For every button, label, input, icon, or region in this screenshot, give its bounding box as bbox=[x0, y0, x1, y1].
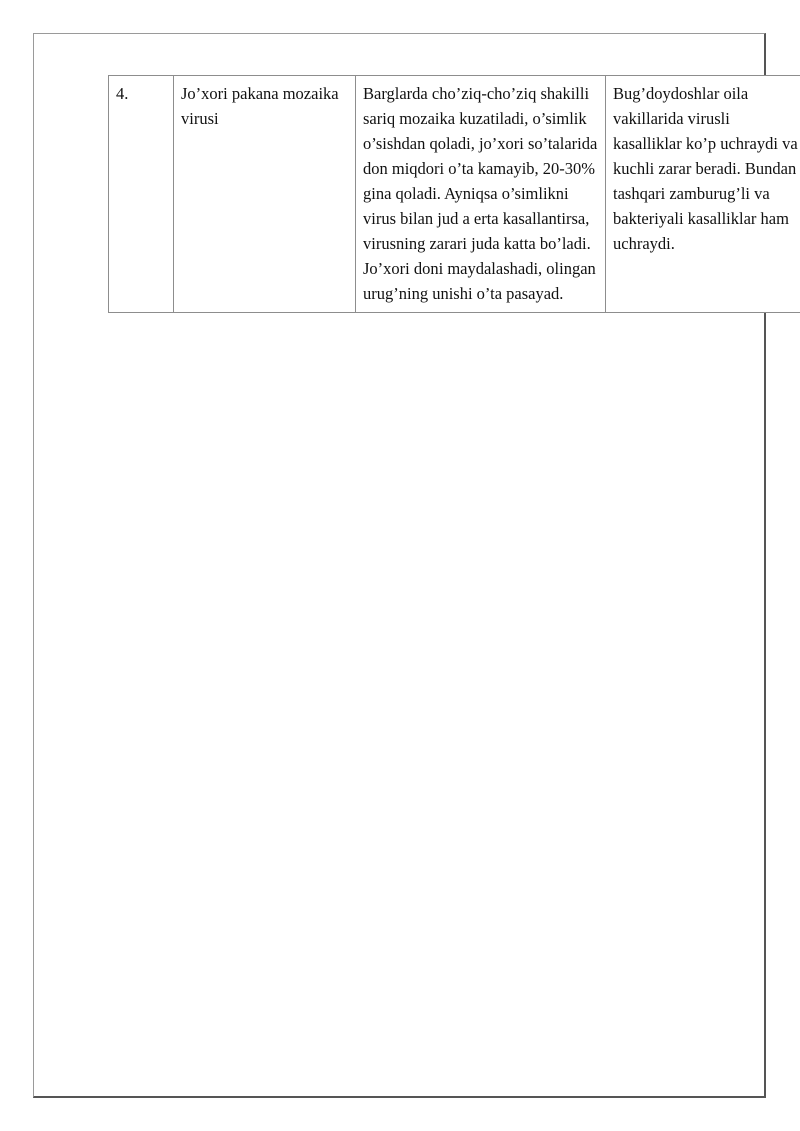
virus-name-text: Jo’xori pakana mozaika virusi bbox=[181, 84, 339, 128]
row-number-text: 4. bbox=[116, 84, 129, 103]
table-cell-symptoms bbox=[356, 76, 606, 313]
table-row bbox=[109, 76, 800, 313]
host-notes-text: Bug’doydoshlar oila vakillarida virusli kasalliklar ko’p uchraydi va kuchli zarar beradi. Bundan tashqari zamburug’li va bakteriyali kasalliklar ham uchraydi. bbox=[613, 84, 798, 253]
document-page bbox=[33, 33, 798, 1098]
table-cell-virus-name bbox=[174, 76, 356, 313]
table-cell-row-number bbox=[109, 76, 174, 313]
table-body bbox=[109, 76, 800, 313]
virus-disease-table bbox=[108, 75, 800, 313]
table-cell-host-notes bbox=[606, 76, 800, 313]
symptoms-text: Barglarda cho’ziq-cho’ziq shakilli sariq mozaika kuzatiladi, o’simlik o’sishdan qoladi, jo’xori so’talarida don miqdori o’ta kamayib, 20-30% gina qoladi. Ayniqsa o’simlikni virus bilan jud a erta kasallantirsa, virusning zarari juda katta bo’ladi. Jo’xori doni maydalashadi, olingan urug’ning unishi o’ta pasayad. bbox=[363, 84, 598, 303]
